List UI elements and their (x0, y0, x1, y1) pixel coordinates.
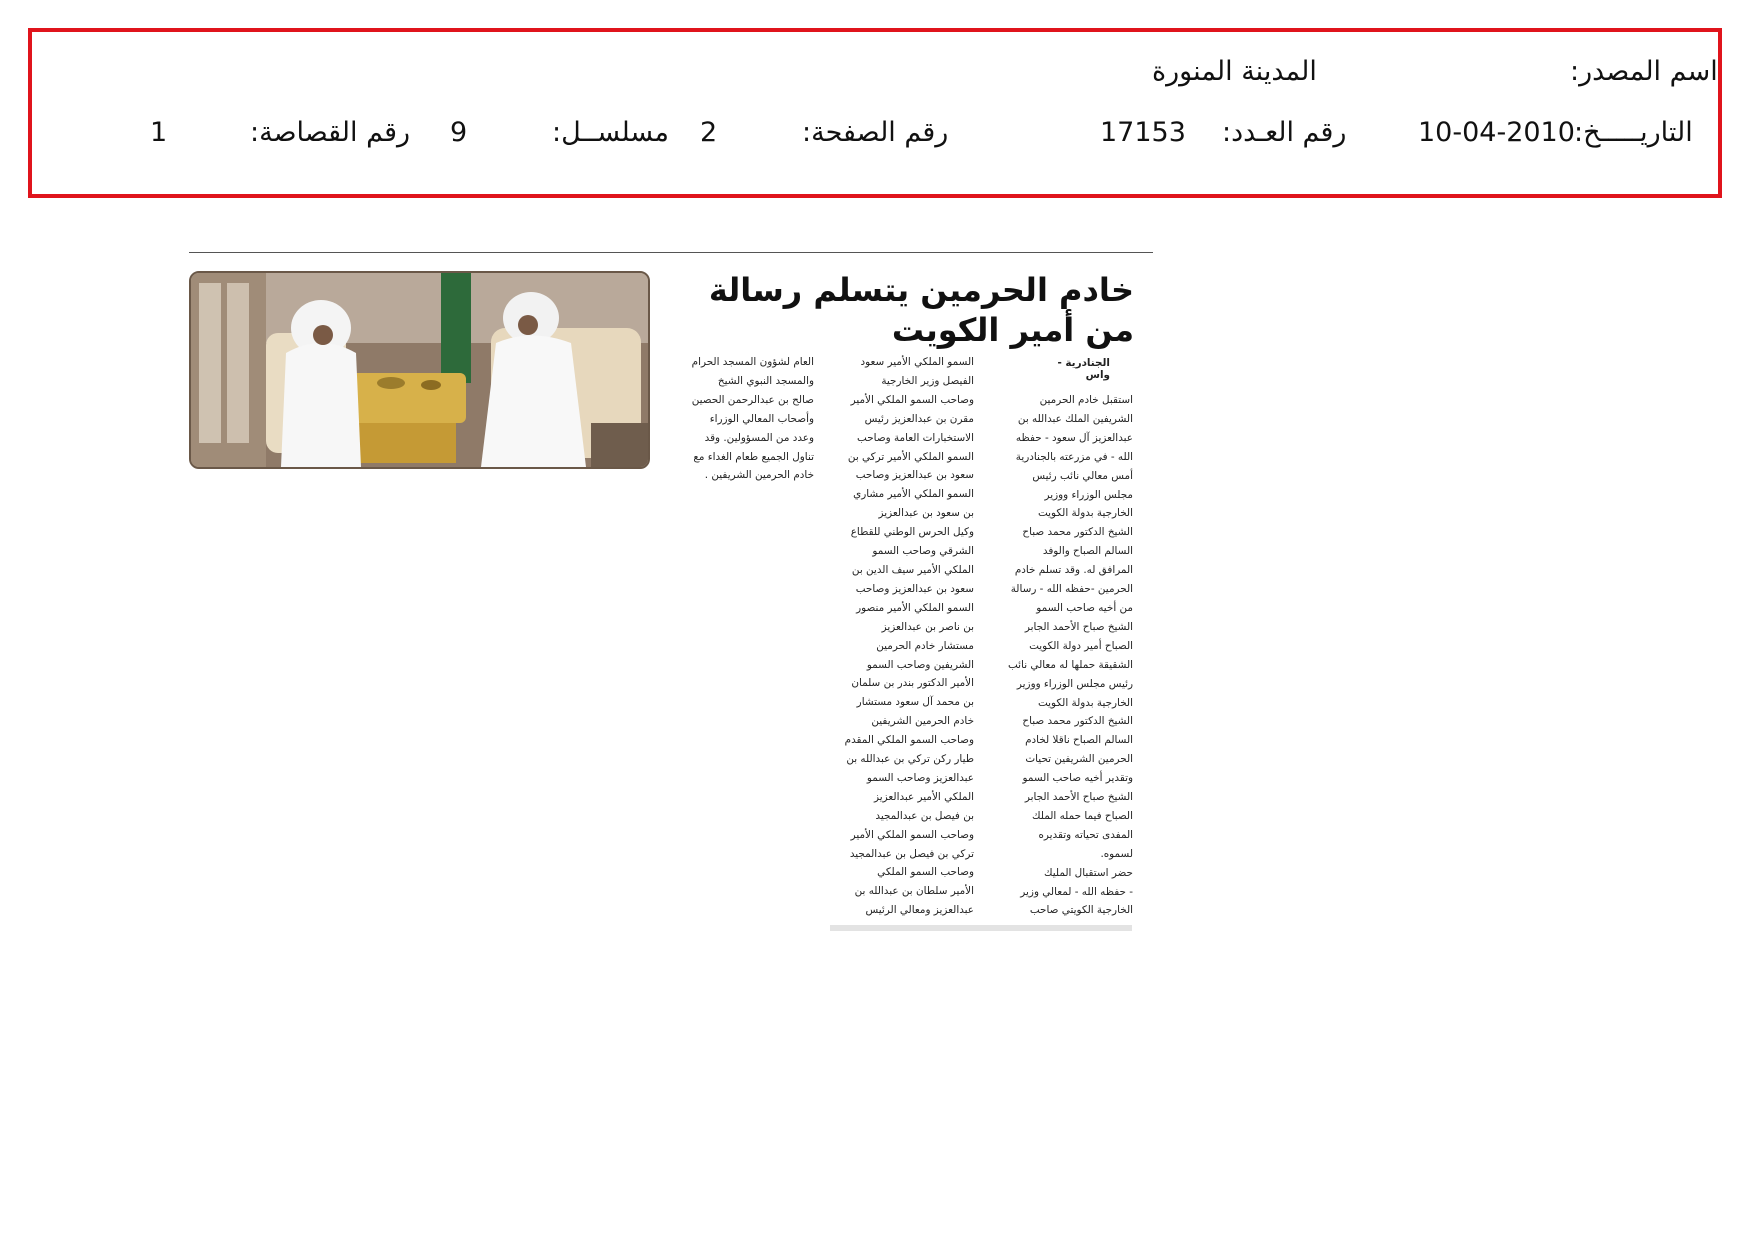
clipping-metadata-box (28, 28, 1722, 198)
page-value: 2 (700, 117, 718, 148)
article-bottom-bar (830, 925, 1132, 931)
page-label: رقم الصفحة: (802, 117, 949, 148)
article-dateline: الجنادرية - واس (1057, 357, 1110, 381)
clipping-value: 1 (150, 117, 168, 148)
serial-value: 9 (450, 117, 468, 148)
clipping-label: رقم القصاصة: (250, 117, 411, 148)
article-photo (189, 271, 650, 469)
issue-value: 17153 (1100, 117, 1186, 148)
article-top-rule (189, 252, 1153, 253)
article-column-2: السمو الملكي الأمير سعود الفيصل وزير الخارجية وصاحب السمو الملكي الأمير مقرن بن عبدالعزيز رئيس الاستخبارات العامة وصاحب السمو الملكي الأمير تركي بن سعود بن عبدالعزيز وصاحب السمو الملكي الأمير مشاري بن سعود بن عبدالعزيز وكيل الحرس الوطني للقطاع الشرقي وصاحب السمو الملكي الأمير سيف الدين بن سعود بن عبدالعزيز وصاحب السمو الملكي الأمير منصور بن ناصر بن عبدالعزيز مستشار خادم الحرمين الشريفين وصاحب السمو الأمير الدكتور بندر بن سلمان بن محمد آل سعود مستشار خادم الحرمين الشريفين وصاحب السمو الملكي المقدم طيار ركن تركي بن عبدالله بن عبدالعزيز وصاحب السمو الملكي الأمير عبدالعزيز بن فيصل بن عبدالمجيد وصاحب السمو الملكي الأمير تركي بن فيصل بن عبدالمجيد وصاحب السمو الملكي الأمير سلطان بن عبدالله بن عبدالعزيز ومعالي الرئيس (844, 356, 974, 917)
date-label: التاريـــــخ: (1574, 117, 1693, 148)
photo-illustration (191, 273, 648, 467)
article-column-3: العام لشؤون المسجد الحرام والمسجد النبوي الشيخ صالح بن عبدالرحمن الحصين وأصحاب المعالي الوزراء وعدد من المسؤولين. وقد تناول الجميع طعام الغداء مع خادم الحرمين الشريفين . (691, 356, 814, 482)
article-column-1: استقبل خادم الحرمين الشريفين الملك عبدالله بن عبدالعزيز آل سعود - حفظه الله - في مزرعته بالجنادرية أمس معالي نائب رئيس مجلس الوزراء ووزير الخارجية بدولة الكويت الشيخ الدكتور محمد صباح السالم الصباح والوفد المرافق له. وقد تسلم خادم الحرمين -حفظه الله - رسالة من أخيه صاحب السمو الشيخ صباح الأحمد الجابر الصباح أمير دولة الكويت الشقيقة حملها له معالي نائب رئيس مجلس الوزراء ووزير الخارجية بدولة الكويت الشيخ الدكتور محمد صباح السالم الصباح ناقلا لخادم الحرمين الشريفين تحيات وتقدير أخيه صاحب السمو الشيخ صباح الأحمد الجابر الصباح فيما حمله الملك المفدى تحياته وتقديره لسموه. حضر استقبال المليك - حفظه الله - لمعالي وزير الخارجية الكويتي صاحب (1007, 394, 1133, 917)
source-label: اسم المصدر: (1570, 56, 1718, 87)
date-value: 10-04-2010 (1418, 117, 1575, 148)
source-value: المدينة المنورة (1152, 56, 1317, 87)
issue-label: رقم العـدد: (1222, 117, 1347, 148)
article-headline: خادم الحرمين يتسلم رسالة من أمير الكويت (708, 271, 1134, 349)
serial-label: مسلســل: (552, 117, 669, 148)
